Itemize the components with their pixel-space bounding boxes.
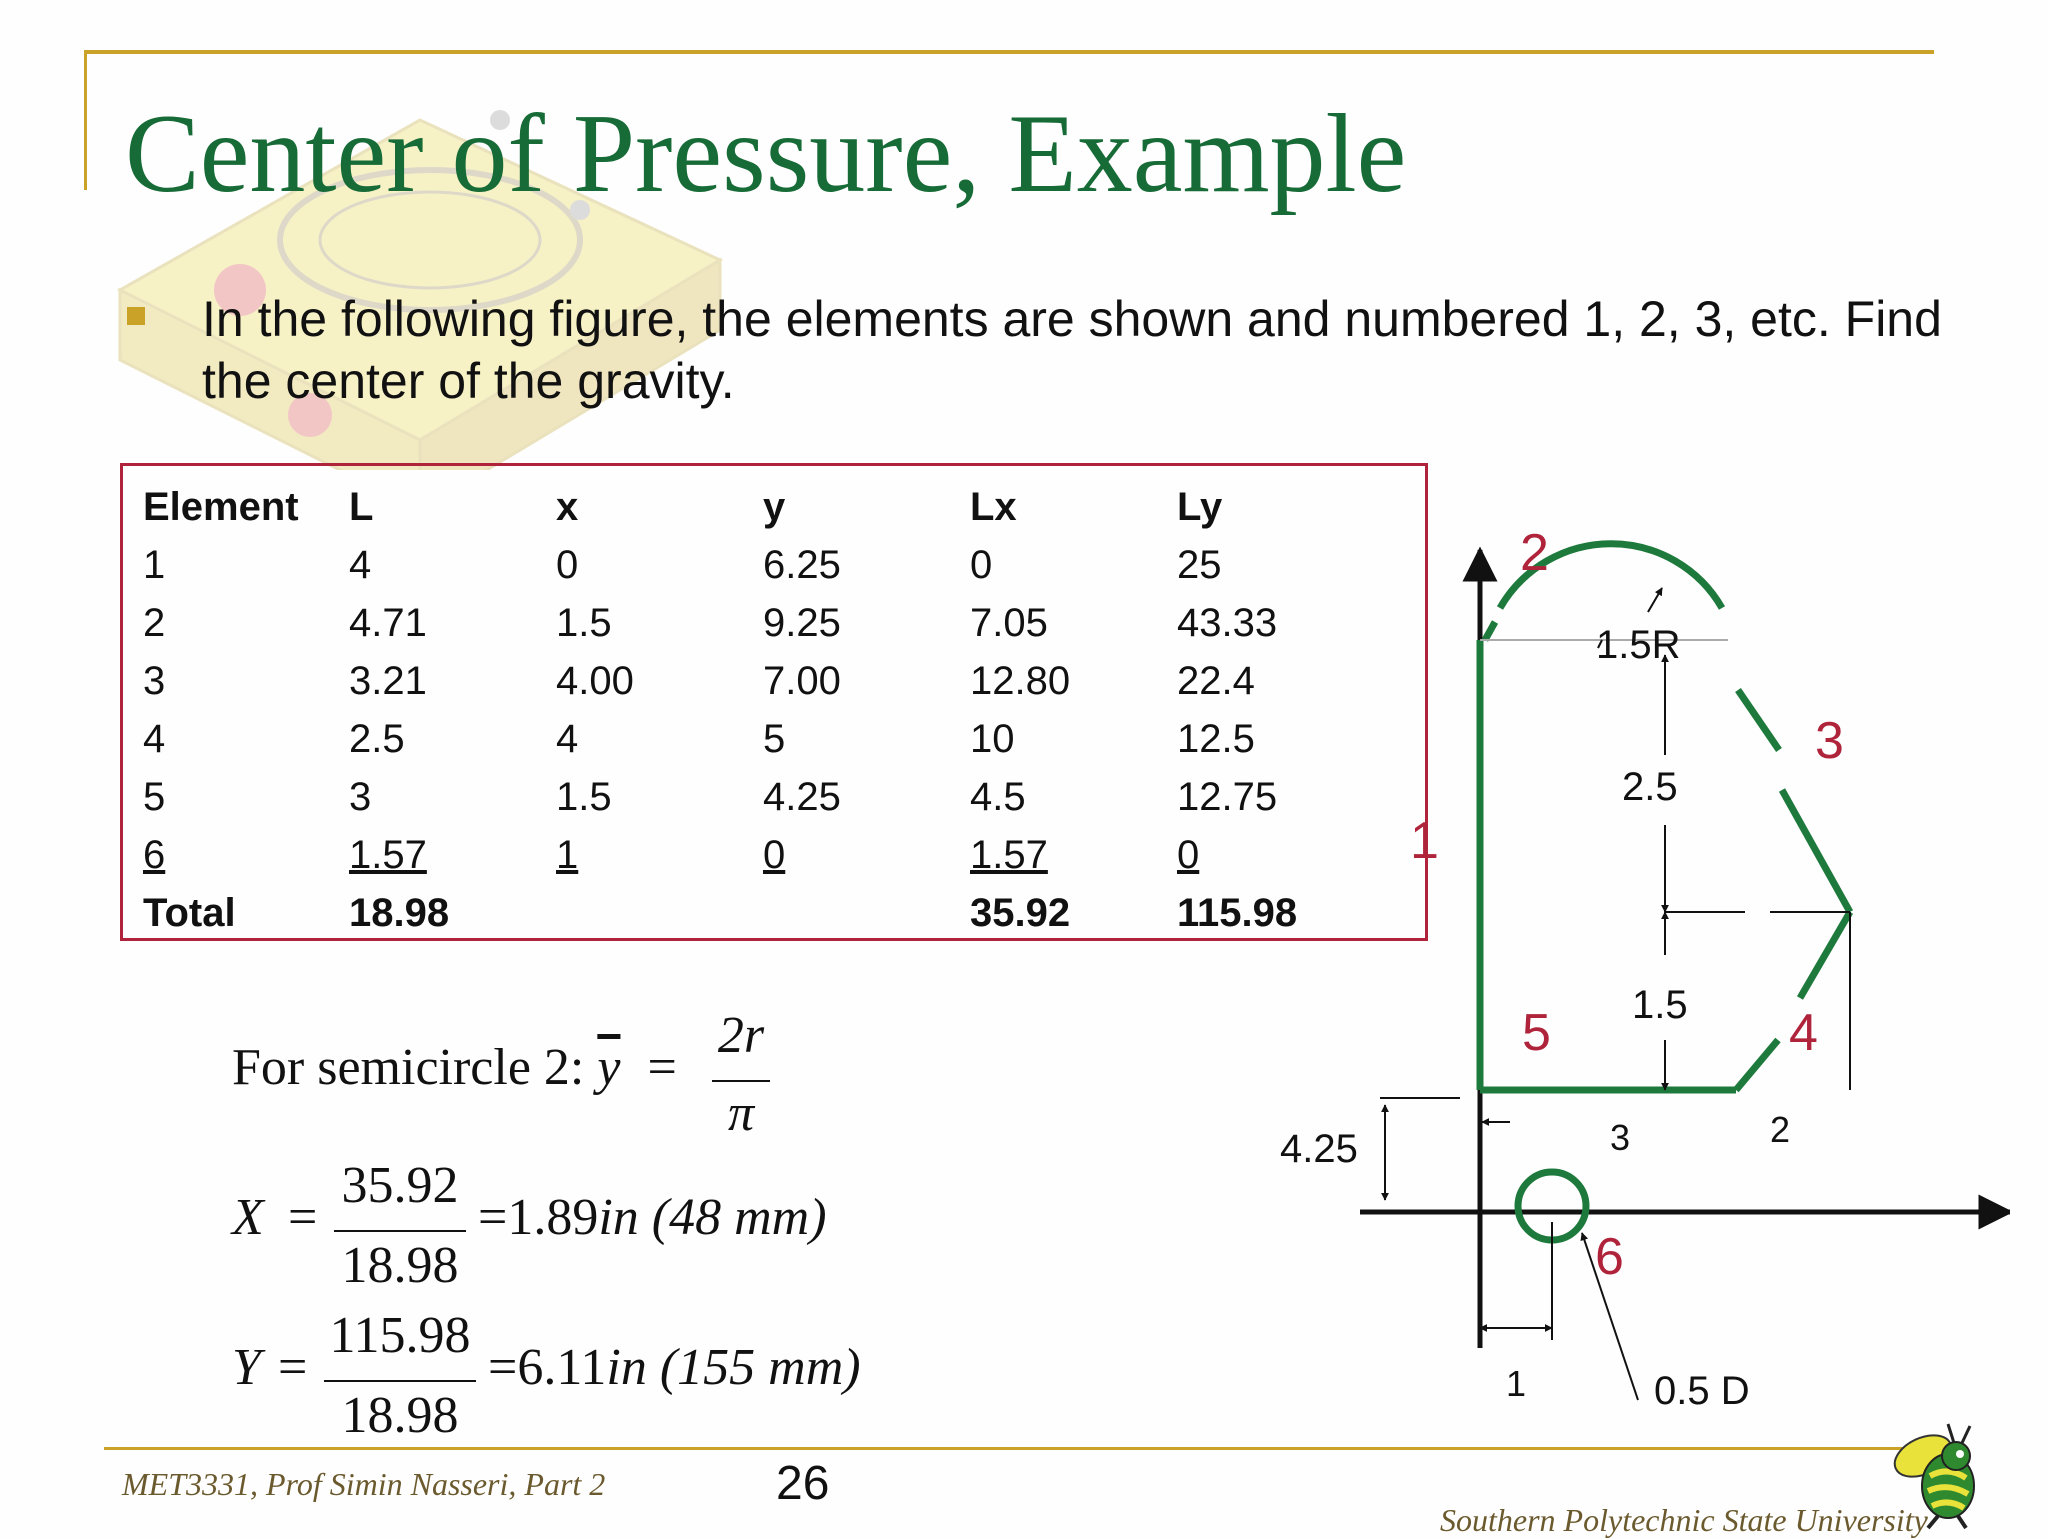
semicircle-fraction-bar: [712, 1080, 770, 1082]
table-cell: 1.5: [556, 774, 612, 819]
table-cell: 7.00: [763, 658, 841, 703]
dim-diameter: 0.5 D: [1654, 1369, 1750, 1413]
table-cell: 22.4: [1177, 658, 1255, 703]
table-cell: 0: [556, 542, 579, 587]
table-cell: 2: [143, 600, 166, 645]
dim-1-5: 1.5: [1632, 983, 1688, 1027]
element-3-line: [1738, 690, 1779, 750]
dim-2: 2: [1770, 1109, 1791, 1150]
table-cell: 25: [1177, 542, 1222, 587]
table-cell: 0: [970, 542, 993, 587]
table-cell: 6.25: [763, 542, 841, 587]
table-cell: 5: [763, 716, 786, 761]
element-figure: [1270, 500, 2010, 1440]
table-cell: 1.57: [349, 832, 427, 877]
label-element-1: 1: [1410, 812, 1439, 870]
table-cell: 4: [556, 716, 579, 761]
table-row: [143, 594, 1377, 652]
table-cell: 7.05: [970, 600, 1048, 645]
x-result: =1.89in (48 mm): [478, 1189, 827, 1246]
ybar-symbol: $\overline{y}$: [597, 1039, 621, 1096]
table-cell: 1: [556, 832, 579, 877]
table-header-cell: L: [349, 484, 374, 529]
table-row: [143, 710, 1377, 768]
table-cell: 4.00: [556, 658, 634, 703]
table-cell: 4.71: [349, 600, 427, 645]
page-title: Center of Pressure, Example: [125, 92, 1407, 216]
table-cell: 4.5: [970, 774, 1026, 819]
table-total-cell: [556, 884, 763, 942]
table-cell: 4: [143, 716, 166, 761]
element-4-line: [1800, 912, 1850, 998]
y-equals: =: [278, 1339, 308, 1396]
dim-1: 1: [1506, 1363, 1527, 1404]
footer-university: Southern Polytechnic State University: [1440, 1502, 1928, 1538]
dim-radius: 1.5R: [1596, 623, 1681, 667]
table-cell: 6: [143, 832, 166, 877]
y-denominator: 18.98: [341, 1387, 459, 1444]
label-element-4: 4: [1789, 1004, 1818, 1062]
table-cell: 4.25: [763, 774, 841, 819]
x-fraction-bar: [334, 1230, 466, 1232]
label-element-3: 3: [1815, 712, 1844, 770]
table-cell: 5: [143, 774, 166, 819]
table-total-cell: [763, 884, 970, 942]
table-header-cell: y: [763, 484, 786, 529]
table-header-cell: Ly: [1177, 484, 1223, 529]
y-variable: Y: [232, 1339, 261, 1396]
page-number: 26: [776, 1457, 830, 1510]
table-row: [143, 652, 1377, 710]
header-side-rule: [84, 50, 87, 190]
table-header-cell: x: [556, 484, 579, 529]
bullet-text: In the following figure, the elements are shown and numbered 1, 2, 3, etc. Find the center of the gravity.: [202, 291, 1942, 409]
table-cell: 43.33: [1177, 600, 1278, 645]
header-rule: [84, 50, 1934, 54]
table-cell: 3: [143, 658, 166, 703]
table-header-cell: Element: [143, 484, 299, 529]
equals-sign: =: [647, 1039, 677, 1096]
footer-course: MET3331, Prof Simin Nasseri, Part 2: [122, 1466, 606, 1502]
table-total-cell: Total: [143, 890, 236, 935]
table-cell: 12.5: [1177, 716, 1255, 761]
table-cell: 9.25: [763, 600, 841, 645]
footer-rule: [104, 1447, 1954, 1450]
table-cell: 0: [1177, 832, 1200, 877]
table-cell: 1.57: [970, 832, 1048, 877]
x-numerator: 35.92: [341, 1157, 459, 1214]
semicircle-formula: [232, 1038, 677, 1097]
data-table: [143, 478, 1377, 942]
hornet-logo-icon: [1878, 1416, 1998, 1531]
semicircle-denominator: π: [727, 1085, 755, 1142]
table-header-cell: Lx: [970, 484, 1017, 529]
table-cell: 4: [349, 542, 372, 587]
table-total-cell: 35.92: [970, 890, 1071, 935]
bullet-marker: [127, 307, 145, 325]
label-element-2: 2: [1520, 524, 1549, 582]
table-cell: 2.5: [349, 716, 405, 761]
table-header-row: [143, 478, 1377, 536]
table-row: [143, 768, 1377, 826]
x-equals: =: [288, 1189, 318, 1246]
semicircle-prefix: For semicircle 2:: [232, 1039, 598, 1096]
table-cell: 1: [143, 542, 166, 587]
table-cell: 1.5: [556, 600, 612, 645]
dim-2-5: 2.5: [1622, 765, 1678, 809]
label-element-5: 5: [1522, 1004, 1551, 1062]
table-row: [143, 826, 1377, 884]
table-cell: 0: [763, 832, 786, 877]
table-cell: 12.80: [970, 658, 1071, 703]
label-element-6: 6: [1595, 1228, 1624, 1286]
dim-4-25: 4.25: [1280, 1127, 1358, 1171]
table-cell: 3.21: [349, 658, 427, 703]
semicircle-numerator: 2r: [717, 1007, 765, 1064]
data-table-frame: [120, 463, 1428, 941]
table-cell: 3: [349, 774, 372, 819]
x-variable: X: [232, 1189, 264, 1246]
y-fraction-bar: [324, 1380, 476, 1382]
y-result: =6.11in (155 mm): [488, 1339, 861, 1396]
y-numerator: 115.98: [329, 1307, 471, 1364]
x-denominator: 18.98: [341, 1237, 459, 1294]
table-cell: 12.75: [1177, 774, 1278, 819]
table-row: [143, 536, 1377, 594]
table-total-row: [143, 884, 1377, 942]
table-total-cell: 18.98: [349, 890, 450, 935]
table-cell: 10: [970, 716, 1015, 761]
table-total-cell: 115.98: [1177, 890, 1298, 935]
dim-3: 3: [1610, 1117, 1631, 1158]
